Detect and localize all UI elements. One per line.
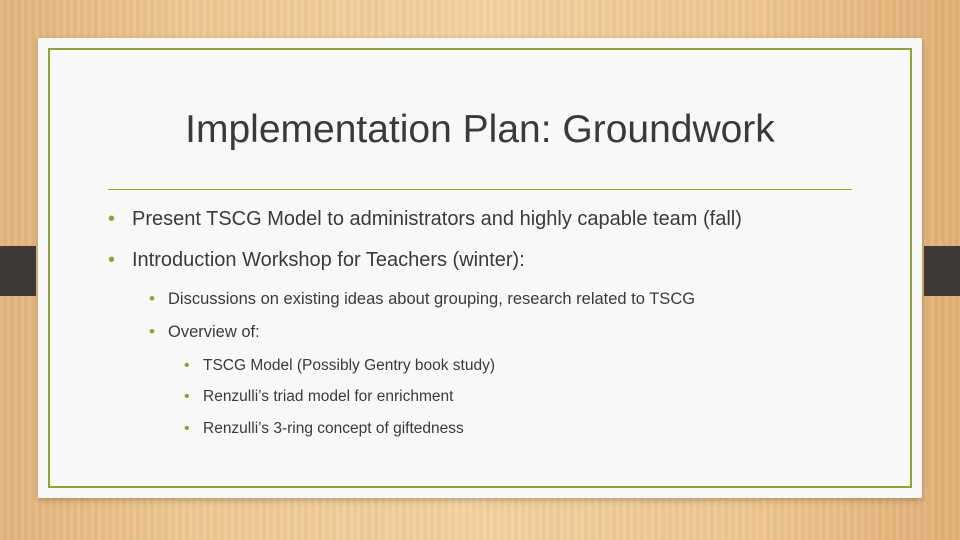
sub-sub-bullet-item xyxy=(184,357,495,375)
left-side-tab xyxy=(0,246,36,296)
bullet-icon: • xyxy=(184,357,190,374)
bullet-text: Introduction Workshop for Teachers (winter): xyxy=(132,249,525,271)
bullet-item xyxy=(108,249,525,272)
bullet-icon: • xyxy=(108,249,116,271)
right-side-tab xyxy=(924,246,960,296)
bullet-text: Renzulli’s triad model for enrichment xyxy=(203,388,454,405)
bullet-icon: • xyxy=(184,420,190,437)
bullet-text: Present TSCG Model to administrators and highly capable team (fall) xyxy=(132,208,742,230)
title-divider xyxy=(108,189,852,190)
bullet-icon: • xyxy=(108,208,116,230)
slide-title: Implementation Plan: Groundwork xyxy=(185,108,775,151)
sub-bullet-item xyxy=(149,322,260,342)
sub-bullet-item xyxy=(149,289,695,309)
bullet-text: Discussions on existing ideas about grouping, research related to TSCG xyxy=(168,290,696,308)
bullet-icon: • xyxy=(149,289,155,308)
slide-card xyxy=(38,38,922,498)
bullet-icon: • xyxy=(184,388,190,405)
bullet-text: TSCG Model (Possibly Gentry book study) xyxy=(203,357,496,374)
bullet-item xyxy=(108,208,742,231)
sub-sub-bullet-item xyxy=(184,420,464,438)
bullet-text: Overview of: xyxy=(168,323,260,341)
bullet-text: Renzulli’s 3-ring concept of giftedness xyxy=(203,420,464,437)
sub-sub-bullet-item xyxy=(184,388,453,406)
bullet-icon: • xyxy=(149,322,155,341)
